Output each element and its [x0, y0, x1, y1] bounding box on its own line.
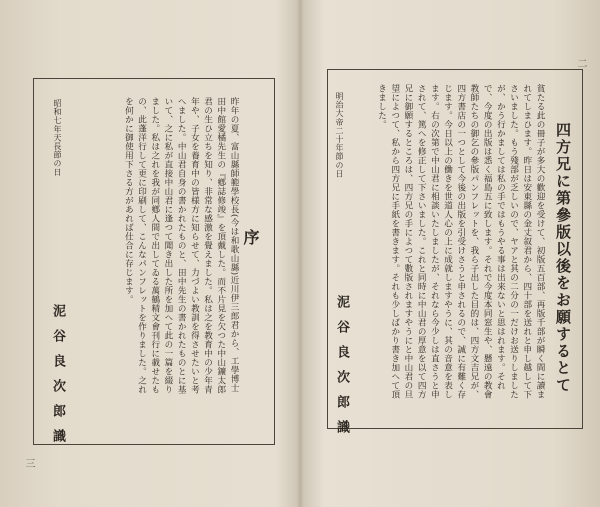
right-page-signature: 泥谷良次郎識 — [334, 295, 349, 445]
left-page-frame — [33, 78, 275, 454]
left-page-number: 三 — [23, 458, 34, 468]
right-page-heading: 四方兄に第參版以後をお願するとて — [554, 122, 572, 394]
preface-signature: 泥谷良次郎識 — [50, 304, 65, 454]
left-page — [0, 0, 296, 507]
preface-heading: 序 — [241, 229, 260, 247]
right-page-frame — [327, 69, 583, 445]
right-page-body: 貧たる此の冊子が多大の歡迎を受けて、初版五百部、再版千部が瞬く間に讀まれてしまひます。昨日は安東縣の金丈叙君から、四十部を送れと申し越して下さいました。もう殘部が乏しいので、ヤアと其の二分の一だけお送りしましたが、かう行かましては私の手ではもうやる事は出来ないと思はれます。それで、今度の出版は悉く福島五に致します。それで今度本同窓生や、懸遠の教會教師たちの御乞の參版パンフレットを、我ら子出した目的は、四方文吉兄が、四方書店の一つとして今後の出版を引受けさうと申されるので、誠に有難く存じます。今日以上の働きを世道人心の上に成就しますやうに、其の音意を表します。右の次第で中山君に相談いたしましたが、それなら今少しは直さうと申されて、篤へを修正して下さいました。これと同時に中山君の厚意を以て四方兄に御願するところは、四方兄の手によつて數版されますやうにと中山君の旦望によつて、私から四方兄に手紙を書きます。それも少しばかり書き加へて頂きました。 — [376, 84, 545, 399]
right-page — [304, 0, 600, 507]
preface-body: 昨年の夏、富山縣師範學校長(今は和歌山縣)近川伊三郎君から、工學博士田中館愛橘先生の『鄕誌修竣』を頂戴した。而不片見を欠つた中山鑛太郎君の生ひ立ちを知り、非常な感激を覺えました。私は之を教育中の少年青年や、子女を養育中の皆様方に知らせて、力づよい教訓を得させたいと考へました。中山君自身の書かれたものと、田中先生の書かれたものとに基いて、之に私が直接中山君に逢つて聞き出した所を加へて此の一篇を綴りました。私は之れを我が同鄕人間で出してゐる萬鶴精文會刊行に載せたもの、此蓬洋行して更に印刷して、こんなパンフレットを作りました。之れを何かに御使用下さる方があれば仕合に存じます。 — [123, 97, 239, 394]
right-page-number: 二 — [575, 58, 586, 68]
preface-date: 昭和七年天長節の日 — [53, 99, 62, 177]
right-page-date: 明治大帝二十年節の日 — [335, 92, 344, 178]
